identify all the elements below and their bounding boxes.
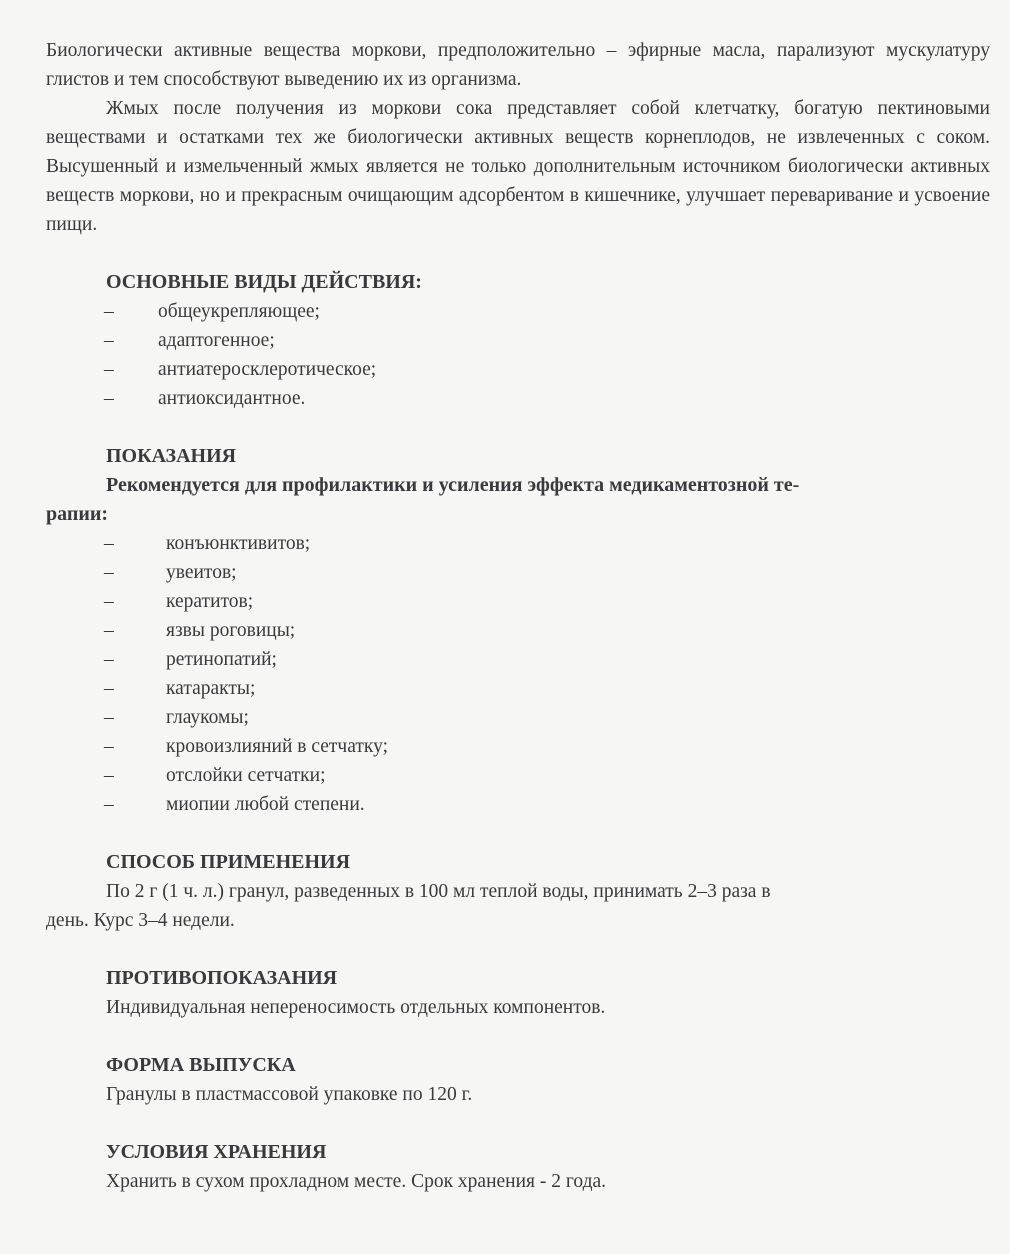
list-item [46, 732, 990, 761]
usage-heading: СПОСОБ ПРИМЕНЕНИЯ [106, 851, 351, 873]
list-item-text: конъюнктивитов; [166, 533, 311, 554]
list-item-text: ретинопатий; [166, 649, 277, 670]
section-form [46, 1051, 990, 1109]
indications-subtitle-line-1: Рекомендуется для профилактики и усиления эффекта медикаментозной те- [106, 474, 800, 496]
list-item [46, 645, 990, 674]
form-text: Гранулы в пластмассовой упаковке по 120 г. [106, 1084, 473, 1105]
dash-marker: – [104, 533, 114, 554]
dash-marker: – [104, 301, 114, 322]
section-indications [46, 442, 990, 819]
contraindications-text: Индивидуальная непереносимость отдельных компонентов. [106, 997, 606, 1018]
dash-marker: – [104, 388, 114, 409]
list-item [46, 674, 990, 703]
dash-marker: – [104, 591, 114, 612]
list-item-text: общеукрепляющее; [158, 301, 320, 322]
list-item-text: катаракты; [166, 678, 256, 699]
indications-subtitle-line-2: рапии: [46, 503, 109, 525]
contraindications-heading: ПРОТИВОПОКАЗАНИЯ [106, 967, 338, 989]
list-item-text: кератитов; [166, 591, 254, 612]
list-item-text: язвы роговицы; [166, 620, 296, 641]
list-item-text: глаукомы; [166, 707, 249, 728]
list-item [46, 790, 990, 819]
indications-subtitle [46, 471, 990, 529]
storage-heading: УСЛОВИЯ ХРАНЕНИЯ [106, 1141, 327, 1163]
dash-marker: – [104, 678, 114, 699]
actions-list [46, 297, 990, 413]
list-item [46, 326, 990, 355]
list-item-text: адаптогенное; [158, 330, 275, 351]
dash-marker: – [104, 649, 114, 670]
dash-marker: – [104, 736, 114, 757]
section-contraindications [46, 964, 990, 1022]
list-item [46, 558, 990, 587]
actions-heading: ОСНОВНЫЕ ВИДЫ ДЕЙСТВИЯ: [106, 271, 422, 293]
list-item [46, 703, 990, 732]
dash-marker: – [104, 765, 114, 786]
usage-text-line-2: день. Курс 3–4 недели. [46, 910, 235, 931]
usage-text [46, 877, 990, 935]
indications-heading: ПОКАЗАНИЯ [106, 445, 237, 467]
list-item-text: миопии любой степени. [166, 794, 365, 815]
form-heading: ФОРМА ВЫПУСКА [106, 1054, 296, 1076]
dash-marker: – [104, 707, 114, 728]
list-item-text: отслойки сетчатки; [166, 765, 326, 786]
dash-marker: – [104, 330, 114, 351]
list-item-text: антиоксидантное. [158, 388, 306, 409]
list-item [46, 761, 990, 790]
list-item [46, 355, 990, 384]
list-item-text: кровоизлияний в сетчатку; [166, 736, 388, 757]
dash-marker: – [104, 562, 114, 583]
dash-marker: – [104, 620, 114, 641]
list-item [46, 297, 990, 326]
list-item [46, 384, 990, 413]
intro-paragraph-1: Биологически активные вещества моркови, предположительно – эфирные масла, парализуют мускулатуру глистов и тем способствуют выведению их из организма. [46, 40, 990, 90]
storage-text: Хранить в сухом прохладном месте. Срок хранения - 2 года. [106, 1171, 607, 1192]
document-page [46, 36, 990, 1196]
section-storage [46, 1138, 990, 1196]
list-item-text: увеитов; [166, 562, 237, 583]
section-actions [46, 268, 990, 413]
list-item [46, 529, 990, 558]
list-item-text: антиатеросклеротическое; [158, 359, 377, 380]
list-item [46, 616, 990, 645]
usage-text-line-1: По 2 г (1 ч. л.) гранул, разведенных в 100 мл теплой воды, принимать 2–3 раза в [106, 881, 771, 902]
dash-marker: – [104, 794, 114, 815]
intro-paragraph-2: Жмых после получения из моркови сока представляет собой клетчатку, богатую пектиновыми веществами и остатками тех же биологически активных веществ корнеплодов, не извлеченных с соком. Высушенный и измельченный жмых является не только дополнительным источником биологически активных веществ моркови, но и прекрасным очищающим адсорбентом в кишечнике, улучшает переваривание и усвоение пищи. [46, 98, 990, 235]
section-usage [46, 848, 990, 935]
dash-marker: – [104, 359, 114, 380]
indications-list [46, 529, 990, 819]
list-item [46, 587, 990, 616]
